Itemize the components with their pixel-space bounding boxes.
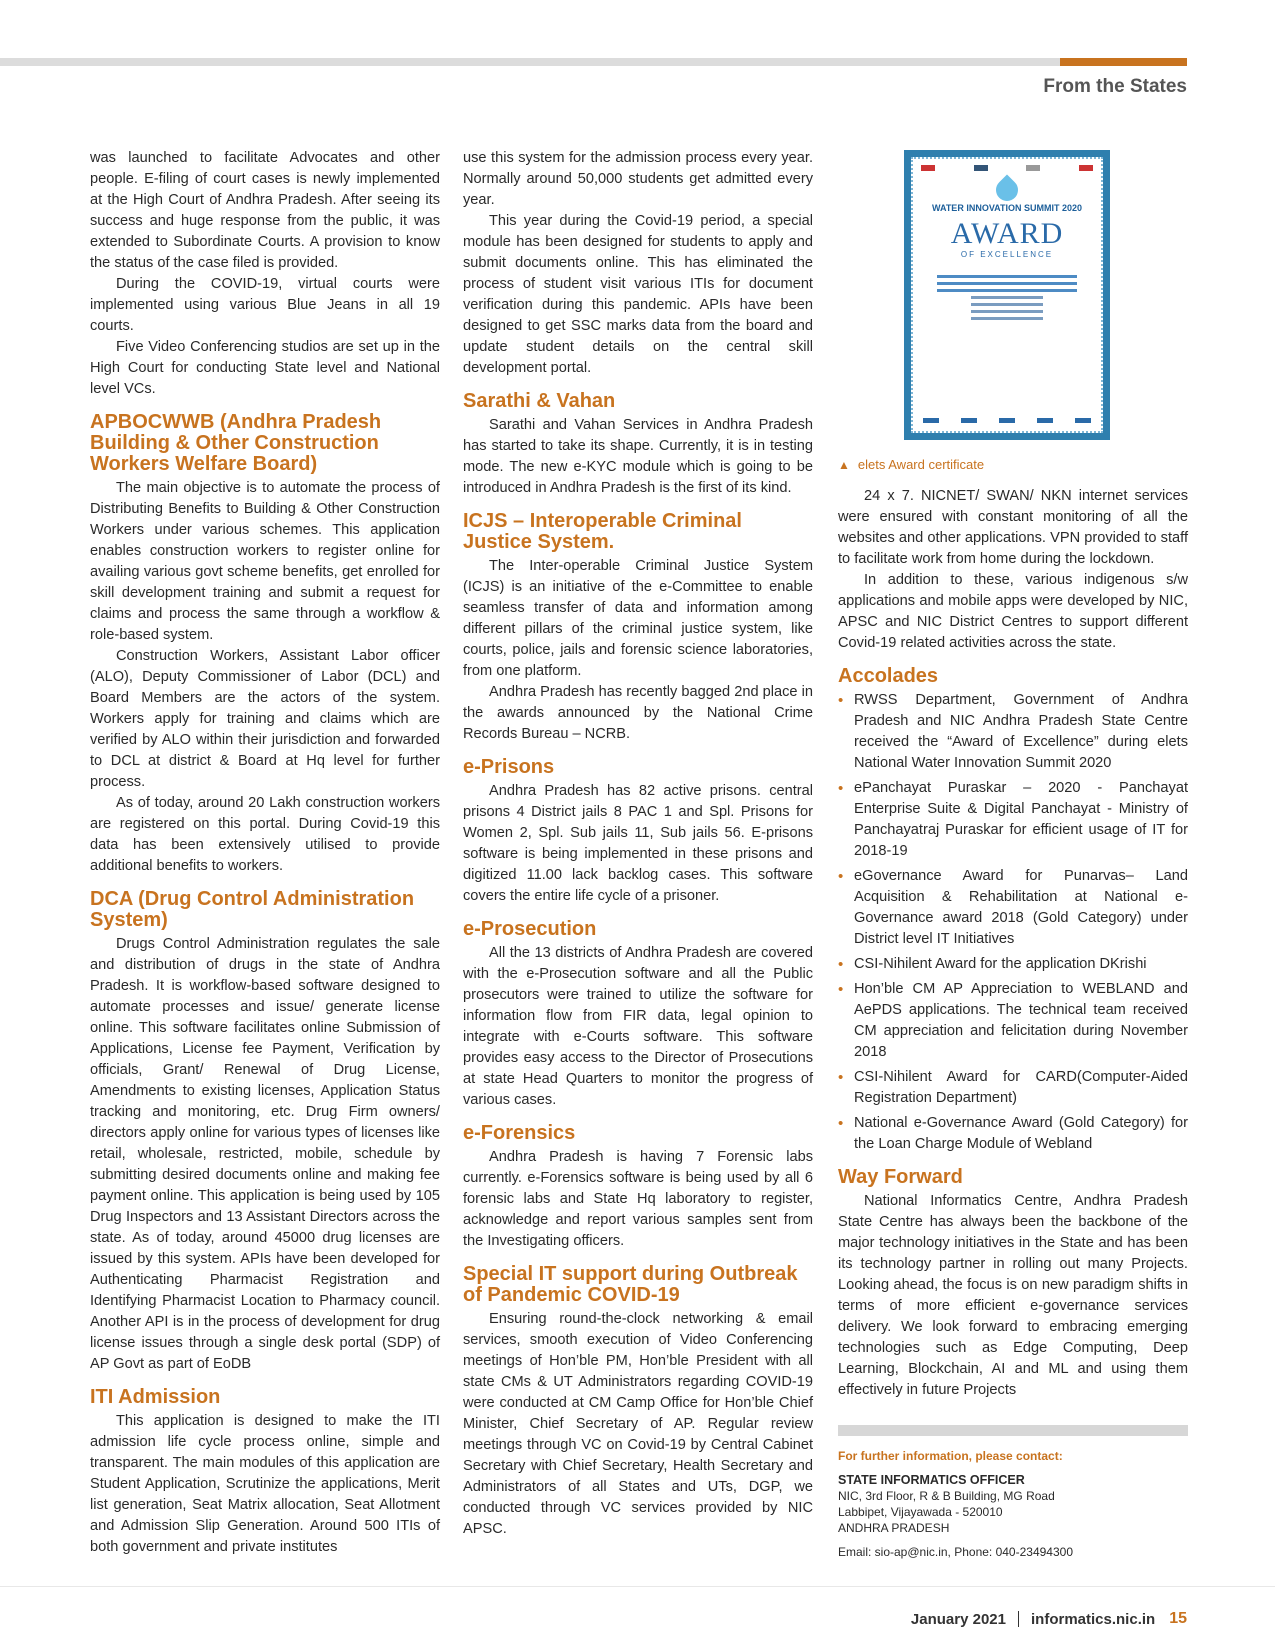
- section-label: From the States: [1043, 76, 1187, 97]
- paragraph: This year during the Covid-19 period, a special module has been designed for students to apply and submit documents online. This has eliminated the process of student visit various ITIs for document verification during this pandemic. APIs have been designed to get SSC marks data from the board and update student details on the central skill development portal.: [463, 213, 813, 376]
- paragraph: The Inter-operable Criminal Justice System (ICJS) is an initiative of the e-Committee to enable seamless transfer of data and information among different pillars of the criminal justice system, like courts, police, jails and forensic science laboratories, from one platform.: [463, 558, 813, 679]
- paragraph: All the 13 districts of Andhra Pradesh are covered with the e-Prosecution software and all the Public prosecutors were trained to utilize the software for information flow from FIR data, legal opinion to integrate with e-Courts software. This software provides easy access to the Director of Prosecutions at state Head Quarters to monitor the progress of various cases.: [463, 945, 813, 1108]
- paragraph: In addition to these, various indigenous s/w applications and mobile apps were developed by NIC, APSC and NIC District Centres to support different Covid-19 related activities across the state.: [838, 572, 1188, 651]
- bullet-icon: •: [838, 981, 844, 998]
- contact-address-line: NIC, 3rd Floor, R & B Building, MG Road: [838, 1489, 1055, 1503]
- column-2: [463, 148, 813, 1540]
- paragraph: Andhra Pradesh has 82 active prisons. central prisons 4 District jails 8 PAC 1 and Spl. Prisons for Women 2, Spl. Sub jails 11, Sub jails 56. E-prisons software is being implemented in these prisons and digitized 11.00 lack backlog cases. This software covers the entire life cycle of a prisoner.: [463, 783, 813, 904]
- paragraph: Sarathi and Vahan Services in Andhra Pradesh has started to take its shape. Currently, it is in testing mode. The new e-KYC module which is going to be introduced in Andhra Pradesh is the first of its kind.: [463, 417, 813, 496]
- heading-e-prosecution: e-Prosecution: [463, 918, 597, 940]
- accolades-list: [838, 690, 1188, 1155]
- list-item: • CSI-Nihilent Award for the application DKrishi: [838, 956, 1147, 973]
- footer-separator: [1018, 1611, 1019, 1627]
- bullet-icon: •: [838, 1115, 844, 1132]
- paragraph: 24 x 7. NICNET/ SWAN/ NKN internet services were ensured with constant monitoring of all the websites and other applications. VPN provided to staff to facilitate work from home during the lockdown.: [838, 488, 1188, 567]
- award-body-text: [931, 275, 1083, 320]
- award-certificate-image: [904, 150, 1110, 440]
- bullet-icon: •: [838, 692, 844, 709]
- award-summit-title: WATER INNOVATION SUMMIT 2020: [931, 203, 1082, 213]
- column-1: [90, 148, 440, 1558]
- header-accent-rule: [1060, 58, 1187, 66]
- paragraph: This application is designed to make the ITI admission life cycle process online, simple and transparent. The main modules of this application are Student Application, Scrutinize the applications, Merit list generation, Seat Matrix allocation, Seat Allotment and Admission Slip Generation. Around 500 ITIs of both government and private institutes: [90, 1413, 440, 1555]
- list-item: • RWSS Department, Government of Andhra Pradesh and NIC Andhra Pradesh State Centre received the “Award of Excellence” during elets National Water Innovation Summit 2020: [838, 692, 1188, 771]
- heading-e-prisons: e-Prisons: [463, 756, 555, 778]
- footer-rule: [0, 1586, 1275, 1587]
- contact-title: STATE INFORMATICS OFFICER: [838, 1473, 1025, 1487]
- paragraph: As of today, around 20 Lakh construction workers are registered on this portal. During Covid-19 this data has been extensively utilised to provide additional benefits to workers.: [90, 795, 440, 874]
- list-item: • CSI-Nihilent Award for CARD(Computer-Aided Registration Department): [838, 1069, 1188, 1106]
- website-link[interactable]: informatics.nic.in: [1031, 1610, 1156, 1628]
- contact-heading: For further information, please contact:: [838, 1449, 1063, 1463]
- paragraph: During the COVID-19, virtual courts were implemented using various Blue Jeans in all 19 courts.: [90, 276, 440, 334]
- award-certificate-inner: [911, 157, 1103, 433]
- award-subtitle: OF EXCELLENCE: [960, 250, 1054, 259]
- column-3: [838, 148, 1188, 1560]
- issue-date: January 2021: [910, 1610, 1006, 1628]
- heading-icjs: ICJS – Interoperable Criminal Justice System.: [463, 510, 742, 553]
- heading-sarathi-vahan: Sarathi & Vahan: [463, 390, 616, 412]
- heading-dca: DCA (Drug Control Administration System): [90, 888, 415, 931]
- paragraph: Drugs Control Administration regulates the sale and distribution of drugs in the state of Andhra Pradesh. It is workflow-based software designed to automate processes and issue/ generate license online. This software facilitates online Submission of Applications, License fee Payment, Verification by officials, Grant/ Renewal of Drug License, Amendments to existing licenses, Application Status tracking and monitoring, etc. Drug Firm owners/ directors apply online for various types of licenses like retail, wholesale, restricted, mobile, schedule by submitting desired documents online and making fee payment online. This application is being used by 105 Drug Inspectors and 13 Assistant Directors across the state. As of today, around 45000 drug licenses are issued by this system. APIs have been developed for Authenticating Pharmacist Registration and Identifying Pharmacist Location to Pharmacy council. Another API is in the process of development for drug license issues through a single desk portal (SDP) of AP Govt as part of EoDB: [90, 936, 440, 1372]
- sponsor-logos: [913, 159, 1101, 171]
- bullet-icon: •: [838, 868, 844, 885]
- image-caption: [838, 454, 1188, 476]
- award-title: AWARD: [950, 217, 1064, 250]
- bullet-icon: •: [838, 1069, 844, 1086]
- paragraph: Andhra Pradesh has recently bagged 2nd place in the awards announced by the National Crime Records Bureau – NCRB.: [463, 684, 813, 742]
- bullet-icon: •: [838, 956, 844, 973]
- heading-way-forward: Way Forward: [838, 1166, 963, 1188]
- heading-accolades: Accolades: [838, 665, 939, 687]
- header-rule: [0, 58, 1060, 66]
- award-footer-logos: [923, 418, 1091, 423]
- heading-apbocwwb: APBOCWWB (Andhra Pradesh Building & Other Construction Workers Welfare Board): [90, 411, 382, 475]
- paragraph: Ensuring round-the-clock networking & email services, smooth execution of Video Conferencing meetings of Hon’ble PM, Hon’ble President with all state CMs & UT Administrators regarding COVID-19 were conducted at CM Camp Office for Hon’ble Chief Minister, Chief Secretary of AP. Regular review meetings through VC on Covid-19 by Central Cabinet Secretary with Chief Secretary, Health Secretary and Administrators of all States and UTs, DGP, we conducted through VC services provided by NIC APSC.: [463, 1311, 813, 1537]
- paragraph: Andhra Pradesh is having 7 Forensic labs currently. e-Forensics software is being used by all 6 forensic labs and State Hq laboratory to register, acknowledge and report various samples sent from the Investigating officers.: [463, 1149, 813, 1249]
- paragraph: Construction Workers, Assistant Labor officer (ALO), Deputy Commissioner of Labor (DCL) and Board Members are the actors of the system. Workers apply for training and claims which are verified by ALO within their jurisdiction and forwarded to DCL at district & Board at Hq level for further process.: [90, 648, 440, 790]
- paragraph: was launched to facilitate Advocates and other people. E-filing of court cases is newly implemented at the High Court of Andhra Pradesh. After seeing its success and huge response from the public, it was extended to Subordinate Courts. A provision to know the status of the case filed is provided.: [90, 150, 440, 271]
- list-item: • Hon’ble CM AP Appreciation to WEBLAND and AePDS applications. The technical team received CM appreciation and felicitation during November 2018: [838, 981, 1188, 1060]
- paragraph: National Informatics Centre, Andhra Pradesh State Centre has always been the backbone of the major technology initiatives in the State and has been its technology partner in rolling out many Projects. Looking ahead, the focus is on new paradigm shifts in terms of more efficient e-governance services delivery. We look forward to embracing emerging technologies such as Edge Computing, Deep Learning, Blockchain, AI and ML and using them effectively in future Projects: [838, 1193, 1188, 1398]
- contact-box: [838, 1448, 1188, 1560]
- contact-address-line: Labbipet, Vijayawada - 520010: [838, 1505, 1003, 1519]
- page-number: 15: [1169, 1610, 1187, 1627]
- paragraph: use this system for the admission process every year. Normally around 50,000 students get admitted every year.: [463, 150, 813, 208]
- triangle-up-icon: ▲: [838, 458, 850, 472]
- caption-text: elets Award certificate: [857, 457, 985, 472]
- heading-special-it-support: Special IT support during Outbreak of Pandemic COVID-19: [463, 1263, 798, 1306]
- paragraph: Five Video Conferencing studios are set up in the High Court for conducting State level and National level VCs.: [90, 339, 440, 397]
- heading-iti-admission: ITI Admission: [90, 1386, 221, 1408]
- list-item: • ePanchayat Puraskar – 2020 - Panchayat Enterprise Suite & Digital Panchayat - Ministry of Panchayatraj Puraskar for efficient usage of IT for 2018-19: [838, 780, 1188, 859]
- list-item: • eGovernance Award for Punarvas– Land Acquisition & Rehabilitation at National e-Governance award 2018 (Gold Category) under District level IT Initiatives: [838, 868, 1188, 947]
- page-footer: [911, 1610, 1187, 1628]
- bullet-icon: •: [838, 780, 844, 797]
- contact-address-line: ANDHRA PRADESH: [838, 1521, 950, 1535]
- heading-e-forensics: e-Forensics: [463, 1122, 576, 1144]
- list-item: • National e-Governance Award (Gold Category) for the Loan Charge Module of Webland: [838, 1115, 1188, 1152]
- contact-email: Email: sio-ap@nic.in, Phone: 040-23494300: [838, 1545, 1073, 1559]
- paragraph: The main objective is to automate the process of Distributing Benefits to Building & Other Construction Workers under various schemes. This application enables construction workers to register online for availing various govt scheme benefits, get enrolled for skill development training and submit a request for claims and process the same through a workflow & role-based system.: [90, 480, 440, 643]
- contact-divider: [838, 1425, 1188, 1436]
- water-drop-icon: [991, 174, 1022, 205]
